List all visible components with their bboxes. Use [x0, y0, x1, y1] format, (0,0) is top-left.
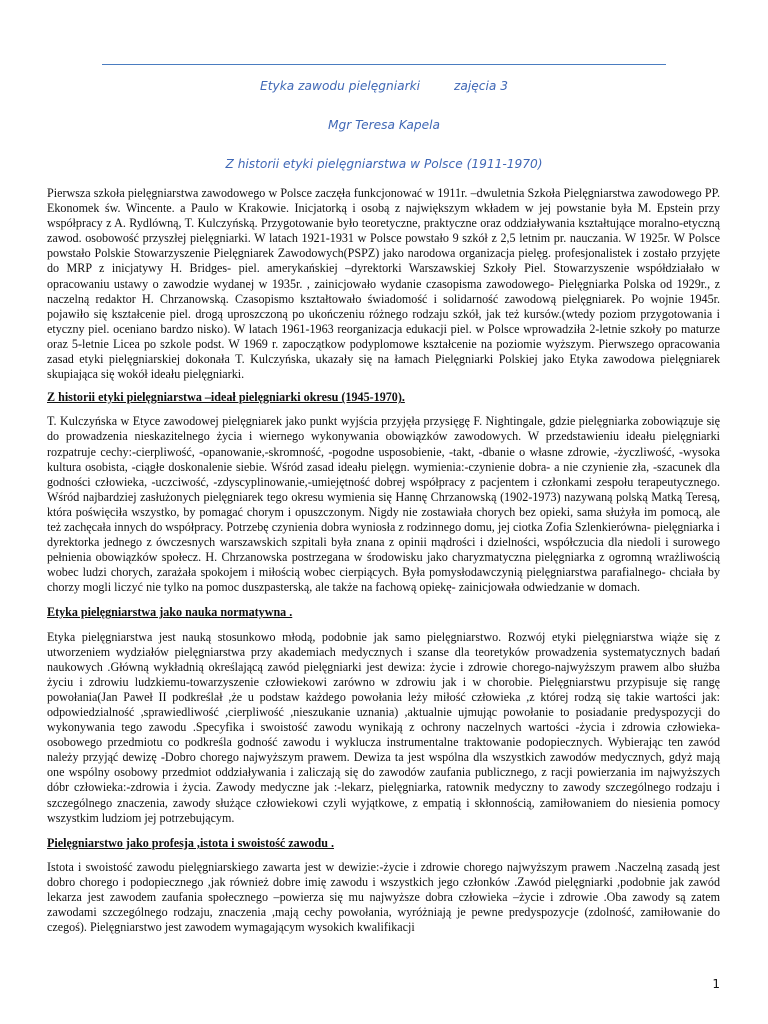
- header-rule: [102, 64, 666, 65]
- section-heading-normative: Etyka pielęgniarstwa jako nauka normatywna .: [47, 605, 293, 620]
- paragraph-ideal: T. Kulczyńska w Etyce zawodowej pielęgniarek jako punkt wyjścia przyjęła przysięgę F. Nightingale, gdzie pielęgniarka zobowiązuje się do prowadzenia nieskazitelnego życia i wiernego wykonywania obowiązków zawodowych. W przedstawieniu ideału pielęgniarki rozpatruje cechy:-cierpliwość, -opanowanie,-skromność, -pogodne usposobienie, -takt, -dbanie o własne zdrowie, -życzliwość, -wysoka kultura osobista, -ciągłe doskonalenie siebie. Wśród zasad ideału pielęgn. wymienia:-czynienie dobra- a nie czynienie zła, -szacunek dla godności człowieka, -uczciwość, -zdyscyplinowanie,-umiejętność dobrej współpracy z pacjentem i członkami zespołu terapeutycznego. Wśród najbardziej zasłużonych pielęgniarek tego okresu wymienia się Hannę Chrzanowską (1902-1973) nazywaną polską Matką Teresą, która poświęciła wszystko, by pomagać chorym i opuszczonym. Nigdy nie zostawiała chorych bez opieki, sama służyła im pomocą, ale też zachęcała innych do współpracy. Potrzebę czynienia dobra wyniosła z rodzinnego domu, jej ciotka Zofia Szlenkierówna- pielęgniarka i dyrektorka jednego z ówczesnych warszawskich szpitali była znana z opinii mądrości i dzielności, współczucia dla niedoli i surowego pełnienia obowiązków społecz. H. Chrzanowska postrzegana w środowisku jako charyzmatyczna pielęgniarka z ogromną wrażliwością wobec ludzi chorych, zarażała spokojem i miłością wobec cierpiących. Była pomysłodawczynią pielęgniarstwa parafialnego- chciała by chorzy mogli liczyć nie tylko na pomoc duszpasterską, ale także na fachową opiekę- zainicjowała odwiedzanie w domach.: [47, 414, 720, 595]
- page-number: 1: [712, 977, 720, 991]
- author-name: Mgr Teresa Kapela: [328, 118, 440, 132]
- section-heading-profession: Pielęgniarstwo jako profesja ,istota i swoistość zawodu .: [47, 835, 334, 850]
- session-label: zajęcia 3: [454, 79, 508, 93]
- paragraph-history: Pierwsza szkoła pielęgniarstwa zawodowego w Polsce zaczęła funkcjonować w 1911r. –dwuletnia Szkoła Pielęgniarstwa zawodowego PP. Ekonomek św. Wincente. a Paulo w Krakowie. Inicjatorką i osobą z największym wkładem w jej powstanie była M. Epstein przy współpracy z A. Rydlówną, T. Kulczyńską. Przygotowanie było teoretyczne, praktyczne oraz oddziaływania kształtujące moralno-etyczną zawod. osobowość przyszłej pielęgniarki. W latach 1921-1931 w Polsce powstało 9 szkół z 2,5 letnim pr. nauczania. W 1925r. W Polsce powstało Polskie Stowarzyszenie Pielęgniarek Zawodowych(PSPZ) jako narodowa organizacja pielęg. profesjonalistek i zostało przyjęte do MRP z inicjatywy H. Bridges- piel. amerykańskiej –dyrektorki Warszawskiej Szkoły Piel. Stowarzyszenie współdziałało w opracowaniu ustawy o zawodzie wydanej w 1935r. , zainicjowało wydanie czasopisma zawodowego- Pielęgniarka Polska od 1929r., z naczelną redaktor H. Chrzanowską. Czasopismo kształtowało świadomość i solidarność zawodową pielęgniarek. Po wojnie 1945r. pojawiło się kształcenie piel. drogą uproszczoną po ukończeniu różnego rodzaju szkół, jak też kursów.(wtedy poziom przygotowania i etyczny piel. oceniano bardzo nisko). W latach 1961-1963 reorganizacja edukacji piel. w Polsce wprowadziła 2-letnie szkoły po maturze oraz 5-letnie Licea po szkole podst. W 1969 r. zapoczątkow podyplomowe kształcenie na poziomie wyższym. Pierwszego opracowania zasad etyki pielęgniarskiej dokonała T. Kulczyńska, ukazały się na łamach Pielęgniarki Polskiej jako Etyka zawodowa pielęgniarek skupiająca się wokół ideału pielęgniarki.: [47, 186, 720, 382]
- document-title: Z historii etyki pielęgniarstwa w Polsce (1911-1970): [225, 157, 543, 171]
- paragraph-profession: Istota i swoistość zawodu pielęgniarskiego zawarta jest w dewizie:-życie i zdrowie chorego najwyższym prawem .Naczelną zasadą jest dobro chorego i podopiecznego ,jak również dobre imię zawodu i wszystkich jego członków .Zawód pielęgniarki ,podobnie jak zawód lekarza jest zawodem zaufania społecznego –powierza się mu najwyższe dobra człowieka –życie i zdrowie .Oba zawody są zatem zawodami szczególnego rodzaju, znaczenia ,mają cechy powołania, wyróżniają je pewne predyspozycje (zdolność, zamiłowanie do czegoś). Pielęgniarstwo jest zawodem wymagającym wysokich kwalifikacji: [47, 859, 720, 935]
- course-title: Etyka zawodu pielęgniarki: [260, 79, 421, 93]
- paragraph-normative: Etyka pielęgniarstwa jest nauką stosunkowo młodą, podobnie jak samo pielęgniarstwo. Rozwój etyki pielęgniarstwa wiąże się z utworzeniem wydziałów pielęgniarstwa przy akademiach medycznych i szanse dla teoretyków prowadzenia systematycznych badań naukowych .Główną wykładnią określającą zawód pielęgniarki jest dewiza: życie i zdrowie chorego-najwyższym prawem albo służba życiu i zdrowiu ludzkiemu-towarzyszenie człowiekowi zarówno w zdrowiu jak i w chorobie. Pielęgniarstwu przypisuje się rangę powołania(Jan Paweł II podkreślał ,że u podstaw każdego powołania leży miłość człowieka ,z której rodzą się takie wartości jak: odpowiedzialność ,sprawiedliwość ,cierpliwość ,nieszukanie uznania) ,aktualnie ujmując powołanie to posiadanie predyspozycji do wykonywania tego zawodu .Specyfika i swoistość zawodu wynikają z ochrony naczelnych wartości -życia i zdrowia człowieka- osobowego przedmiotu co podkreśla godność zawodu i wyklucza instrumentalne traktowanie podopiecznych. Wybierając ten zawód należy przyjąć dewizę -Dobro chorego najwyższym prawem. Dewiza ta jest wspólna dla wszystkich zawodów medycznych, gdyż mają one wspólny osobowy przedmiot oddziaływania i zaliczają się do zawodów zaufania publicznego, z racji powierzania im najwyższych dóbr człowieka:-zdrowia i życia. Zawody medyczne jak :-lekarz, pielęgniarka, ratownik medyczny to zawody szczególnego rodzaju i szczególnego znaczenia, zawody służące człowiekowi czyli wyjątkowe, z empatią i skłonnością, zamiłowaniem do niesienia pomocy wszystkim ludziom jej potrzebującym.: [47, 629, 720, 825]
- course-line: [0, 79, 768, 93]
- document-body: [47, 186, 720, 935]
- section-heading-ideal: Z historii etyki pielęgniarstwa –ideał pielęgniarki okresu (1945-1970).: [47, 390, 405, 405]
